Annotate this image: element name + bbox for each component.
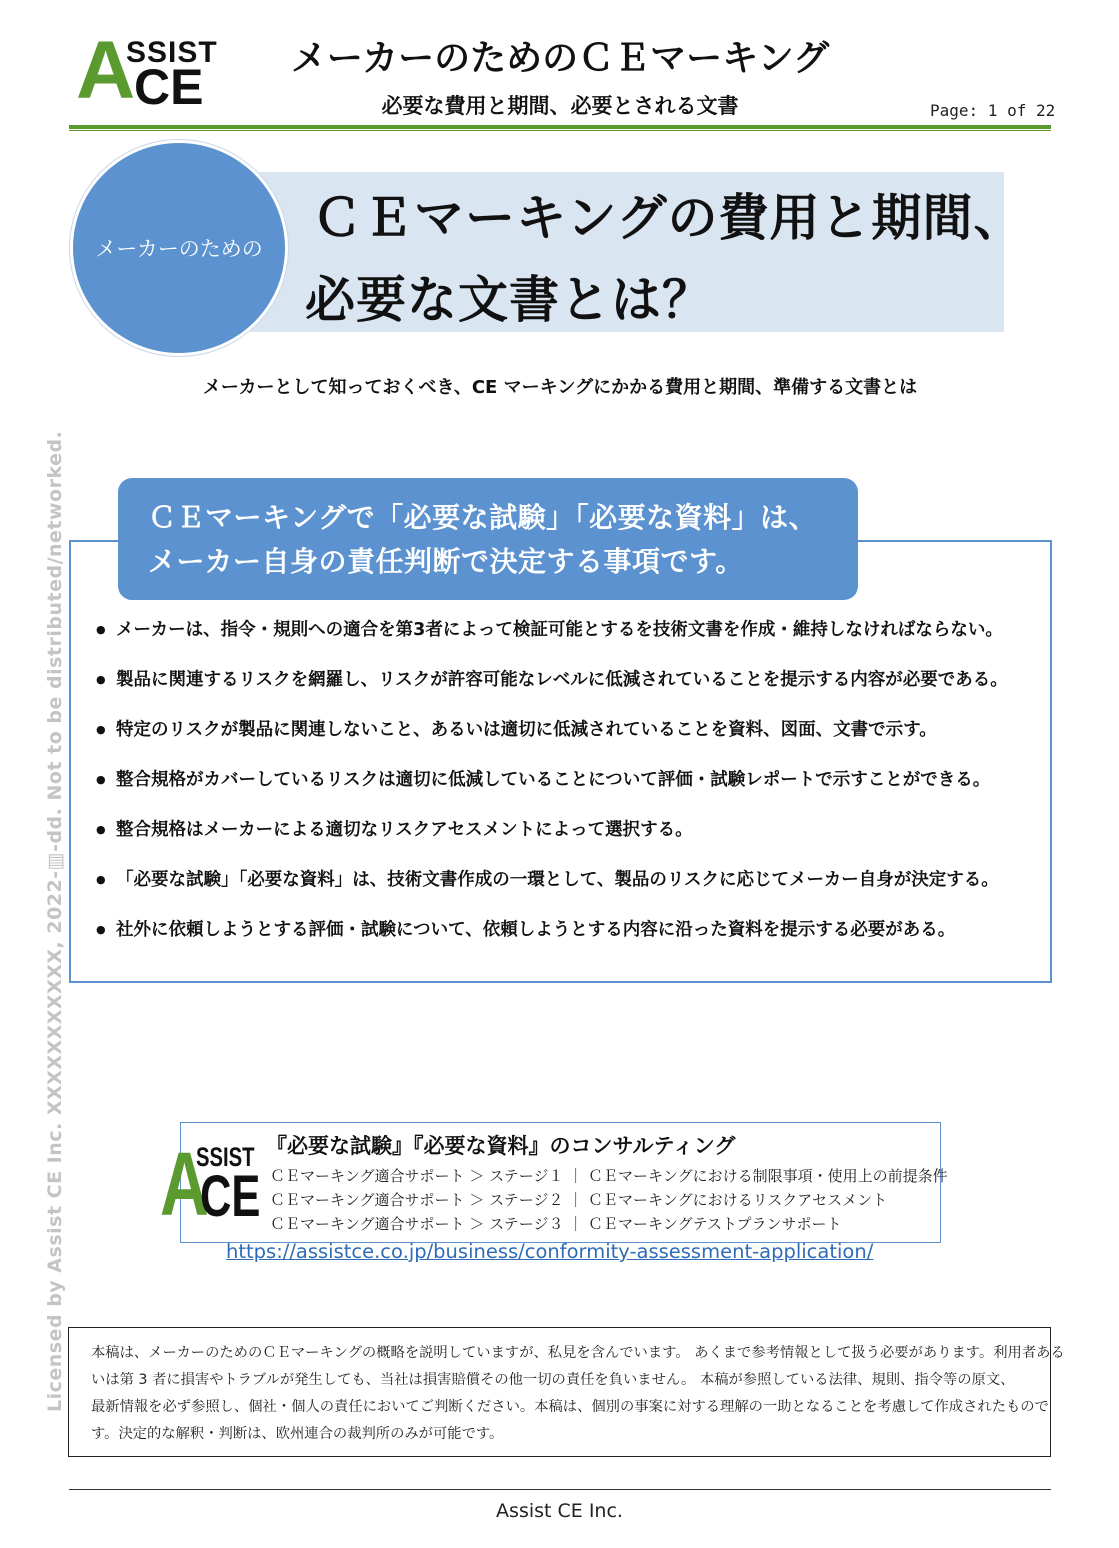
logo-ce: CE — [134, 59, 204, 115]
disclaimer-box — [68, 1327, 1065, 1457]
license-watermark: Licensed by Assist CE Inc. XXXXXXXXXXX, 2022-▥-dd. Not to be distributed/networked. — [44, 430, 66, 1412]
bullet-item: ● 整合規格はメーカーによる適切なリスクアセスメントによって選択する。 — [96, 812, 1008, 862]
document-title: メーカーのためのＣＥマーキング — [290, 38, 830, 79]
logo-ssist: SSIST — [196, 1142, 255, 1172]
disclaimer-line: 本稿は、メーカーのためのＣＥマーキングの概略を説明していますが、私見を含んでいます。 あくまで参考情報として扱う必要があります。利用者ある — [91, 1345, 1065, 1361]
hero-circle — [70, 140, 288, 356]
lead-text: メーカーとして知っておくべき、CE マーキングにかかる費用と期間、準備する文書とは — [202, 377, 918, 398]
header-divider-thin — [69, 130, 1051, 131]
disclaimer-line: いは第 3 者に損害やトラブルが発生しても、当社は損害賠償その他一切の責任を負いません。 本稿が参照している法律、規則、指令等の原文、 — [91, 1372, 1015, 1388]
logo-letter-a: A — [160, 1135, 209, 1235]
bullet-list — [96, 612, 1008, 962]
bullet-item: ● 製品に関連するリスクを網羅し、リスクが許容可能なレベルに低減されていることを提示する内容が必要である。 — [96, 662, 1008, 712]
hero-circle-text: メーカーのための — [95, 237, 263, 261]
bullet-item: ● メーカーは、指令・規則への適合を第3者によって検証可能とするを技術文書を作成・維持しなければならない。 — [96, 612, 1008, 662]
logo-letter-a: A — [76, 25, 136, 116]
document-subtitle: 必要な費用と期間、必要とされる文書 — [381, 94, 739, 118]
bullet-item: ● 整合規格がカバーしているリスクは適切に低減していることについて評価・試験レポートで示すことができる。 — [96, 762, 1008, 812]
header-divider — [69, 125, 1051, 129]
logo-ssist: SSIST — [126, 36, 218, 69]
consulting-link-stage-3[interactable]: ＣＥマーキング適合サポート ＞ ステージ３ ｜ ＣＥマーキングテストプランサポート — [270, 1215, 842, 1233]
consulting-link-stage-2[interactable]: ＣＥマーキング適合サポート ＞ ステージ２ ｜ ＣＥマーキングにおけるリスクアセスメント — [270, 1191, 888, 1209]
bullet-item: ● 社外に依頼しようとする評価・試験について、依頼しようとする内容に沿った資料を提示する必要がある。 — [96, 912, 1008, 962]
consulting-link-stage-1[interactable]: ＣＥマーキング適合サポート ＞ ステージ１ ｜ ＣＥマーキングにおける制限事項・使用上の前提条件 — [270, 1167, 948, 1185]
disclaimer-line: す。決定的な解釈・判断は、欧州連合の裁判所のみが可能です。 — [91, 1426, 504, 1442]
bullet-item: ● 「必要な試験」「必要な資料」は、技術文書作成の一環として、製品のリスクに応じてメーカー自身が決定する。 — [96, 862, 1008, 912]
disclaimer-line: 最新情報を必ず参照し、個社・個人の責任においてご判断ください。本稿は、個別の事案に対する理解の一助となることを考慮して作成されたもので — [91, 1399, 1049, 1415]
consulting-link-list — [270, 1164, 948, 1236]
consulting-title: 『必要な試験』『必要な資料』のコンサルティング — [266, 1134, 736, 1158]
logo-ce: CE — [200, 1164, 261, 1229]
callout-banner — [118, 478, 858, 600]
callout-line-1: ＣＥマーキングで「必要な試験」「必要な資料」は、 — [148, 501, 818, 534]
consulting-url-link[interactable]: https://assistce.co.jp/business/conformity-assessment-application/ — [226, 1240, 874, 1263]
hero-title-line-1: ＣＥマーキングの費用と期間、 — [312, 189, 1025, 247]
hero-title-line-2: 必要な文書とは？ — [305, 271, 713, 329]
footer-divider — [69, 1489, 1051, 1490]
bullet-item: ● 特定のリスクが製品に関連しないこと、あるいは適切に低減されていることを資料、図面、文書で示す。 — [96, 712, 1008, 762]
footer-company: Assist CE Inc. — [496, 1500, 623, 1522]
assist-ce-logo — [76, 25, 218, 116]
page-number: Page: 1 of 22 — [930, 101, 1056, 120]
assist-ce-logo-small — [160, 1135, 261, 1235]
callout-line-2: メーカー自身の責任判断で決定する事項です。 — [148, 545, 744, 578]
